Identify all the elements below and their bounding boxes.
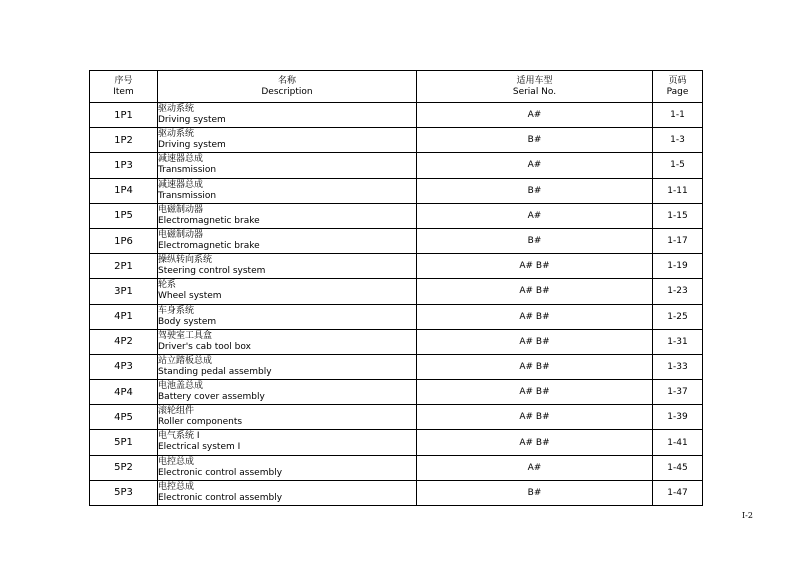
description-en: Transmission — [158, 165, 217, 176]
serial-cell: A# B# — [417, 329, 653, 354]
header-item — [90, 71, 158, 103]
page-cell: 1-25 — [653, 304, 703, 329]
description-cn: 车身系统 — [158, 305, 195, 316]
description-cn: 电气系统 I — [158, 431, 200, 442]
item-cell: 4P1 — [90, 304, 158, 329]
description-en: Electrical system I — [158, 442, 241, 453]
description-cn: 驾驶室工具盒 — [158, 330, 213, 341]
item-cell: 1P3 — [90, 153, 158, 178]
page-cell: 1-19 — [653, 254, 703, 279]
header-description-en: Description — [261, 86, 313, 97]
description-en: Electronic control assembly — [158, 467, 283, 478]
description-cell — [158, 128, 417, 153]
header-serial-cn: 适用车型 — [516, 75, 553, 86]
serial-cell: B# — [417, 480, 653, 505]
table-row — [90, 455, 703, 480]
table-row — [90, 279, 703, 304]
item-cell: 1P2 — [90, 128, 158, 153]
header-page-en: Page — [666, 86, 689, 97]
header-description — [158, 71, 417, 103]
page-cell: 1-41 — [653, 430, 703, 455]
description-en: Driving system — [158, 115, 226, 125]
item-cell: 1P6 — [90, 228, 158, 253]
item-cell: 5P2 — [90, 455, 158, 480]
description-cell — [158, 480, 417, 505]
serial-cell: B# — [417, 178, 653, 203]
description-cn: 电磁制动器 — [158, 204, 204, 215]
page-cell: 1-33 — [653, 354, 703, 379]
table-row — [90, 254, 703, 279]
table-row — [90, 329, 703, 354]
serial-cell: B# — [417, 128, 653, 153]
description-en: Electromagnetic brake — [158, 240, 260, 251]
description-cn: 轮系 — [158, 280, 177, 291]
description-en: Electronic control assembly — [158, 492, 283, 503]
description-cell — [158, 430, 417, 455]
header-row — [90, 71, 703, 103]
description-cell — [158, 380, 417, 405]
page-cell: 1-39 — [653, 405, 703, 430]
description-cell — [158, 354, 417, 379]
table-row — [90, 203, 703, 228]
description-cell — [158, 304, 417, 329]
description-cn: 电池盖总成 — [158, 381, 204, 392]
description-cell — [158, 455, 417, 480]
item-cell: 1P5 — [90, 203, 158, 228]
page-cell: 1-23 — [653, 279, 703, 304]
item-cell: 1P1 — [90, 103, 158, 128]
description-en: Electromagnetic brake — [158, 215, 260, 226]
table-row — [90, 128, 703, 153]
description-cell — [158, 153, 417, 178]
description-cn: 滚轮组件 — [158, 406, 195, 417]
page-cell: 1-1 — [653, 103, 703, 128]
table-row — [90, 228, 703, 253]
item-cell: 4P4 — [90, 380, 158, 405]
header-serial — [417, 71, 653, 103]
description-en: Wheel system — [158, 291, 222, 302]
description-en: Driver's cab tool box — [158, 341, 251, 352]
page-cell: 1-31 — [653, 329, 703, 354]
page-number: I-2 — [742, 511, 753, 520]
table-row — [90, 380, 703, 405]
header-description-cn: 名称 — [277, 75, 296, 86]
page-cell: 1-37 — [653, 380, 703, 405]
item-cell: 5P3 — [90, 480, 158, 505]
serial-cell: A# B# — [417, 304, 653, 329]
item-cell: 1P4 — [90, 178, 158, 203]
table-row — [90, 103, 703, 128]
description-cn: 驱动系统 — [158, 129, 195, 140]
table-header — [90, 71, 703, 103]
description-en: Battery cover assembly — [158, 392, 265, 403]
page-cell: 1-5 — [653, 153, 703, 178]
table-row — [90, 304, 703, 329]
description-cn: 电控总成 — [158, 456, 195, 467]
description-cell — [158, 228, 417, 253]
serial-cell: A# — [417, 103, 653, 128]
serial-cell: A# — [417, 455, 653, 480]
table-row — [90, 178, 703, 203]
item-cell: 5P1 — [90, 430, 158, 455]
header-page-cn: 页码 — [668, 75, 687, 86]
page-cell: 1-17 — [653, 228, 703, 253]
page-cell: 1-15 — [653, 203, 703, 228]
description-en: Driving system — [158, 140, 226, 151]
item-cell: 4P5 — [90, 405, 158, 430]
serial-cell: A# B# — [417, 254, 653, 279]
description-en: Roller components — [158, 417, 243, 428]
header-item-en: Item — [113, 86, 134, 97]
header-page — [653, 71, 703, 103]
description-en: Transmission — [158, 190, 217, 201]
serial-cell: A# — [417, 153, 653, 178]
description-cn: 操纵转向系统 — [158, 255, 213, 266]
description-cn: 站立踏板总成 — [158, 355, 213, 366]
item-cell: 2P1 — [90, 254, 158, 279]
description-cell — [158, 203, 417, 228]
serial-cell: A# B# — [417, 430, 653, 455]
description-en: Body system — [158, 316, 217, 327]
description-cell — [158, 178, 417, 203]
description-en: Steering control system — [158, 266, 266, 277]
description-cn: 减速器总成 — [158, 154, 204, 165]
description-cn: 驱动系统 — [158, 104, 195, 114]
table-row — [90, 405, 703, 430]
description-cn: 减速器总成 — [158, 179, 204, 190]
serial-cell: A# — [417, 203, 653, 228]
table-row — [90, 430, 703, 455]
description-cell — [158, 279, 417, 304]
table-row — [90, 480, 703, 505]
header-item-cn: 序号 — [114, 75, 133, 86]
table-row — [90, 354, 703, 379]
serial-cell: A# B# — [417, 380, 653, 405]
page-cell: 1-3 — [653, 128, 703, 153]
serial-cell: A# B# — [417, 354, 653, 379]
serial-cell: A# B# — [417, 279, 653, 304]
item-cell: 3P1 — [90, 279, 158, 304]
description-en: Standing pedal assembly — [158, 366, 272, 377]
description-cell — [158, 405, 417, 430]
table-body — [90, 103, 703, 506]
description-cell — [158, 329, 417, 354]
description-cell — [158, 254, 417, 279]
page-cell: 1-11 — [653, 178, 703, 203]
item-cell: 4P3 — [90, 354, 158, 379]
page-cell: 1-45 — [653, 455, 703, 480]
serial-cell: A# B# — [417, 405, 653, 430]
table-row — [90, 153, 703, 178]
serial-cell: B# — [417, 228, 653, 253]
description-cn: 电控总成 — [158, 481, 195, 492]
item-cell: 4P2 — [90, 329, 158, 354]
page-cell: 1-47 — [653, 480, 703, 505]
description-cn: 电磁制动器 — [158, 229, 204, 240]
parts-index-table — [89, 70, 703, 506]
header-serial-en: Serial No. — [512, 86, 557, 97]
description-cell — [158, 103, 417, 128]
